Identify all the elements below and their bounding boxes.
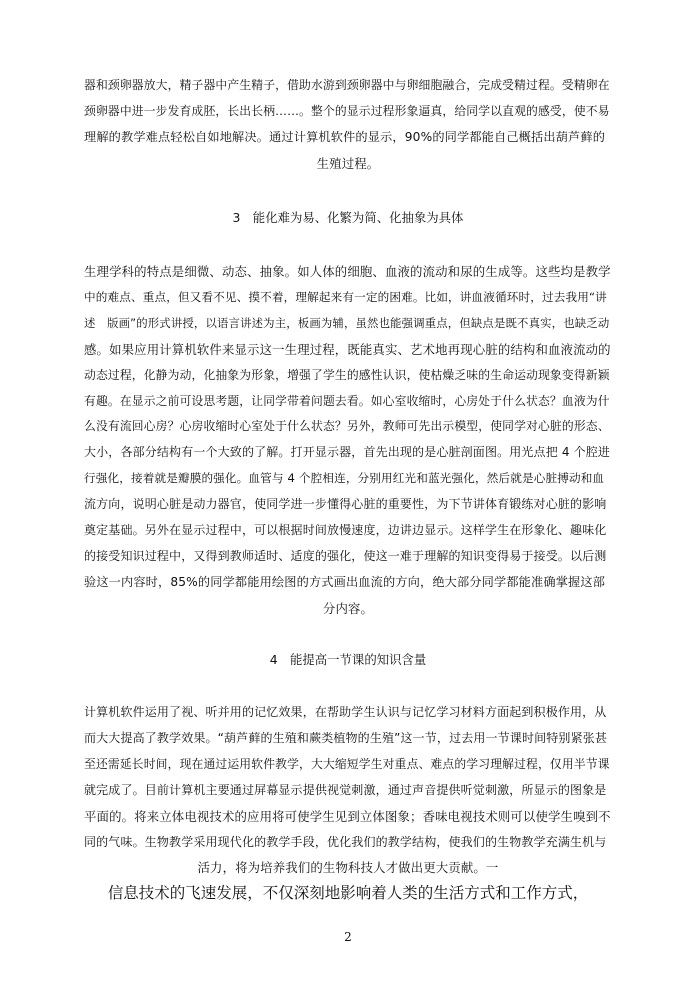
text-line: 的接受知识过程中，又得到教师适时、适度的强化，使这一难于理解的知识变得易于接受。以后测: [84, 548, 607, 563]
text-line: 计算机软件运用了视、听并用的记忆效果，在帮助学生认识与记忆学习材料方面起到积极作用，从: [84, 705, 607, 719]
text-line: 同的气味。生物教学采用现代化的教学手段，优化我们的教学结构，使我们的生物教学充满生机与: [84, 834, 607, 849]
paragraph-2: [84, 259, 612, 622]
text-line: 平面的。将来立体电视技术的应用将可使学生见到立体图象；香味电视技术则可以使学生嗅到不: [84, 808, 611, 824]
text-line: 活力，将为培养我们的生物科技人才做出更大贡献。一: [197, 860, 499, 876]
text-line: 颈卵器中进一步发育成胚，长出长柄……。整个的显示过程形象逼真，给同学以直观的感受，使不易: [84, 103, 610, 118]
section-heading-3: 3 能化难为易、化繁为简、化抽象为具体: [232, 210, 464, 225]
text-line: 有趣。在显示之前可设思考题，让同学带着问题去看。如心室收缩时，心房处于什么状态？血液为什: [84, 393, 610, 408]
text-line: 就完成了。目前计算机主要通过屏幕显示提供视觉刺激，通过声音提供听觉刺激，所显示的图象是: [84, 782, 607, 797]
text-line: 生理学科的特点是细微、动态、抽象。如人体的细胞、血液的流动和尿的生成等。这些均是教学: [84, 264, 611, 279]
text-line: 至还需延长时间，现在通过运用软件教学，大大缩短学生对重点、难点的学习理解过程，仅用半节课: [84, 756, 610, 771]
section-heading-4: 4 能提高一节课的知识含量: [269, 652, 427, 667]
text-line: 述 版画”的形式讲授，以语言讲述为主，板画为辅，虽然也能强调重点，但缺点是既不真实，也缺乏动: [84, 315, 610, 330]
text-line: 生殖过程。: [316, 155, 380, 171]
page-number: 2: [344, 930, 352, 944]
closing-line: 信息技术的飞速发展，不仅深刻地影响着人类的生活方式和工作方式，: [107, 884, 589, 902]
text-line: 分内容。: [322, 600, 374, 616]
text-line: 流方向，说明心脏是动力器官，使同学进一步懂得心脏的重要性，为下节讲体育锻练对心脏的影响: [84, 497, 607, 512]
text-line: 中的难点、重点，但又看不见、摸不着，理解起来有一定的困难。比如，讲血液循环时，过去我用“讲: [84, 289, 607, 304]
paragraph-1: [84, 73, 612, 177]
text-line: 器和颈卵器放大，精子器中产生精子，借助水游到颈卵器中与卵细胞融合，完成受精过程。受精卵在: [84, 78, 610, 92]
text-line: 而大大提高了教学效果。“葫芦藓的生殖和蕨类植物的生殖”这一节，过去用一节课时间特别紧张甚: [84, 730, 608, 745]
text-line: 大小，各部分结构有一个大致的了解。打开显示器，首先出现的是心脏剖面图。用光点把 4 个腔进: [84, 445, 611, 460]
text-line: 动态过程，化静为动，化抽象为形象，增强了学生的感性认识，使枯燥乏味的生命运动现象变得新颖: [84, 367, 610, 382]
text-line: 奠定基础。另外在显示过程中，可以根据时间放慢速度，边讲边显示。这样学生在形象化、趣味化: [84, 523, 607, 538]
text-line: 么没有流回心房？心房收缩时心室处于什么状态？另外，教师可先出示模型，使同学对心脏的形态、: [84, 419, 610, 434]
text-line: 验这一内容时，85%的同学都能用绘图的方式画出血流的方向，绝大部分同学都能准确掌握这部: [84, 574, 606, 589]
text-line: 理解的教学难点轻松自如地解决。通过计算机软件的显示，90%的同学都能自己概括出葫芦藓的: [84, 129, 606, 144]
text-line: 感。如果应用计算机软件来显示这一生理过程，既能真实、艺术地再现心脏的结构和血液流动的: [84, 341, 611, 357]
paragraph-3: [84, 700, 612, 881]
text-line: 行强化，接着就是瓣膜的强化。血管与 4 个腔相连，分别用红光和蓝光强化，然后就是心脏搏动和血: [84, 471, 605, 486]
